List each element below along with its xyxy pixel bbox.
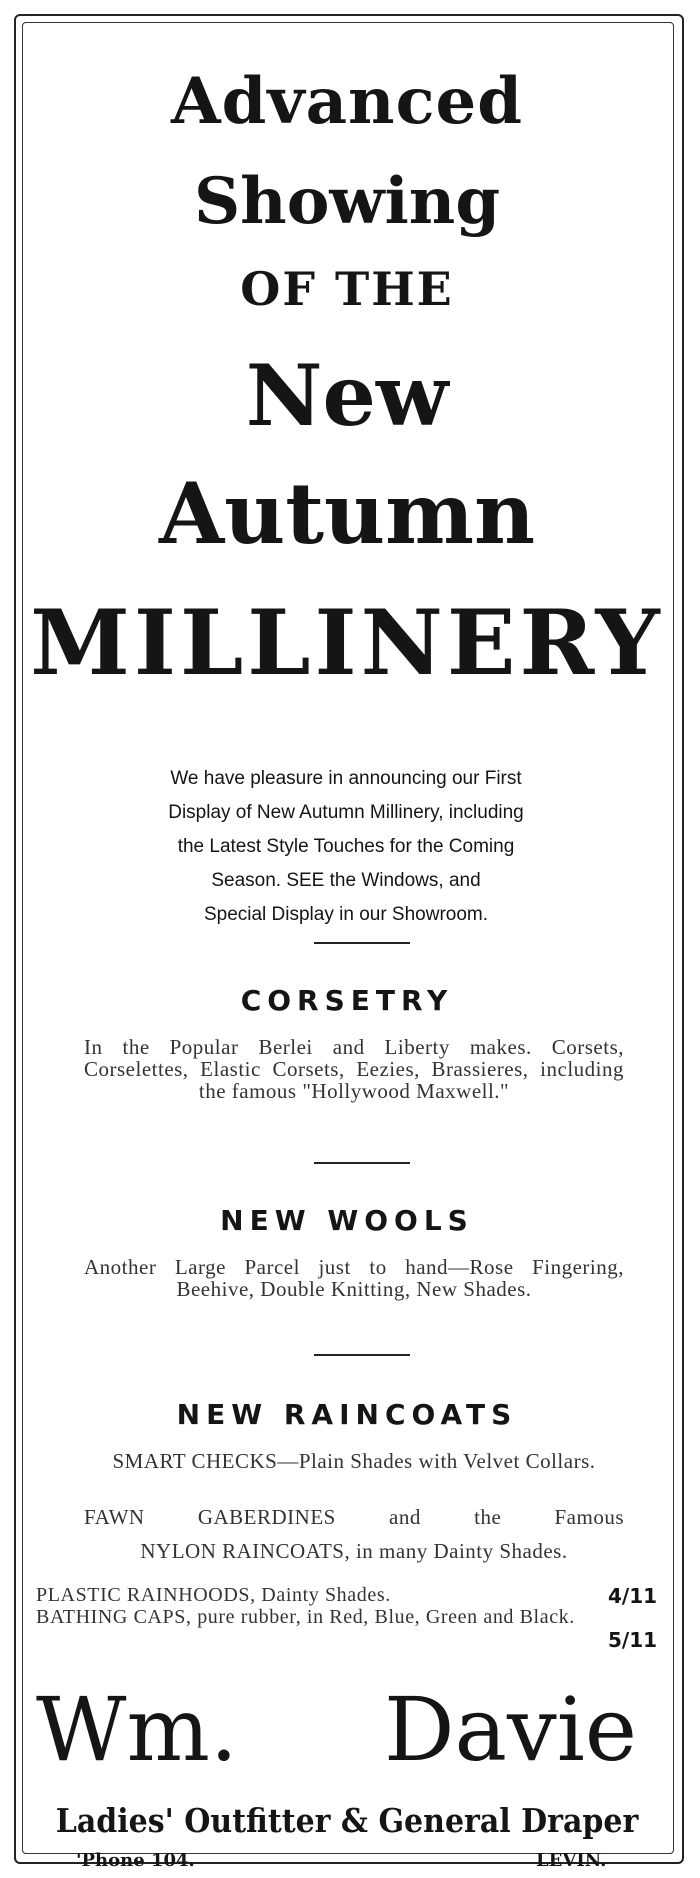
corsetry-body: In the Popular Berlei and Liberty makes. Corsets, Corselettes, Elastic Corsets, Eezies, Brassieres, including the famous "Hollywood Maxwell." [84,1035,624,1103]
raincoats-heading: NEW RAINCOATS [176,1398,518,1431]
headline-advanced: Advanced [170,64,524,139]
headline-millinery: MILLINERY [30,590,664,696]
advertisement [24,24,670,1871]
business-tagline: Ladies' Outfitter & General Draper [55,1802,639,1841]
wools-heading: NEW WOOLS [220,1204,474,1237]
intro-line: Display of New Autumn Millinery, including [168,802,524,823]
signature-last-name: Davie [384,1678,637,1781]
corsetry-heading: CORSETRY [240,984,454,1017]
intro-line: the Latest Style Touches for the Coming [177,836,515,857]
bathing-caps-price: 5/11 [608,1628,658,1652]
rainhoods-price: 4/11 [608,1584,658,1608]
headline-of-the: OF THE [240,262,454,316]
headline-showing: Showing [193,164,501,239]
headline-autumn: Autumn [158,464,536,563]
raincoats-line-nylon: NYLON RAINCOATS, in many Dainty Shades. [140,1539,568,1563]
intro-line: Special Display in our Showroom. [203,904,489,925]
wools-body: Another Large Parcel just to hand—Rose Fingering, Beehive, Double Knitting, New Shades. [84,1255,624,1301]
divider-rule [314,1354,410,1356]
divider-rule [314,942,410,944]
rainhoods-line: PLASTIC RAINHOODS, Dainty Shades. [36,1584,391,1606]
raincoats-line-smart-checks: SMART CHECKS—Plain Shades with Velvet Collars. [112,1449,596,1473]
signature-first-name: Wm. [36,1678,238,1781]
raincoats-line-fawn-gaberdines: FAWN GABERDINES and the Famous [84,1505,624,1529]
headline-new: New [245,346,449,445]
intro-line: We have pleasure in announcing our First [170,768,522,789]
phone-number: 'Phone 104. [76,1850,195,1871]
intro-line: Season. SEE the Windows, and [211,870,481,891]
bathing-caps-line: BATHING CAPS, pure rubber, in Red, Blue, Green and Black. [36,1606,575,1628]
divider-rule [314,1162,410,1164]
town-name: LEVIN. [536,1850,607,1871]
intro-paragraph [86,762,606,932]
